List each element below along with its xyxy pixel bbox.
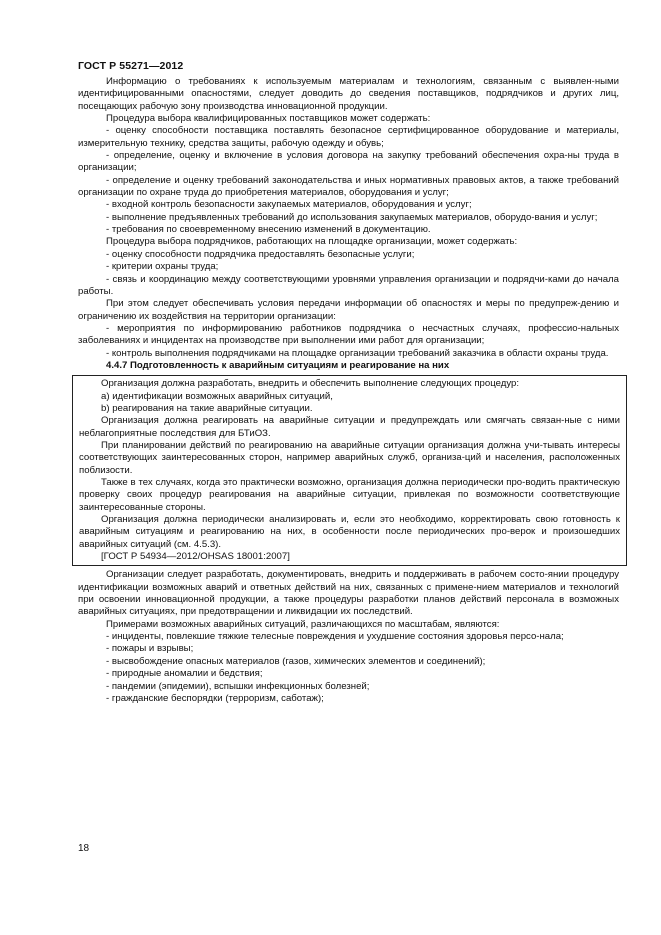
list-item: - выполнение предъявленных требований до использования закупаемых материалов, оборудо-вания и услуг; <box>106 211 598 223</box>
list-item: - определение и оценку требований законодательства и иных нормативных правовых актов, а также требований организации по охране труда до приобретения материалов, оборудования и услуг; <box>78 174 619 199</box>
list-item: - оценку способности подрядчика предоставлять безопасные услуги; <box>106 248 415 260</box>
box-list-item: b) реагирования на такие аварийные ситуации. <box>101 402 313 414</box>
list-item: - мероприятия по информированию работников подрядчика о несчастных случаях, профессио-нальных заболеваниях и инцидентах на производстве при выполнении ими работ для организации; <box>78 322 619 347</box>
paragraph: Примерами возможных аварийных ситуаций, различающихся по масштабам, являются: <box>106 618 500 630</box>
box-paragraph: Также в тех случаях, когда это практически возможно, организация должна периодически про-водить практическую проверку своих процедур реагирования на аварийные ситуации, привлекая по возможности соответствующие заинтересованные стороны. <box>79 477 620 513</box>
paragraph: Организации следует разработать, документировать, внедрить и поддерживать в рабочем состо-янии процедуру идентификации возможных аварий и ответных действий на них, связанных с примене-нием материалов и технологий при освоении инновационной продукции, а также процедуры разработки планов действий персонала в возможных аварийных ситуациях, при предотвращении и ликвидации их последствий. <box>78 569 619 618</box>
list-item: - определение, оценку и включение в условия договора на закупку требований обеспечения охра-ны труда в организации; <box>78 150 619 174</box>
box-paragraph: Организация должна реагировать на аварийные ситуации и предупреждать или смягчать связан-ные с ними неблагоприятные последствия для БТиОЗ. <box>79 415 620 439</box>
paragraph: Информацию о требованиях к используемым материалам и технологиям, связанным с выявлен-ными идентифицированными опасностями, следует доводить до сведения поставщиков, подрядчиков и других лиц, посещающих рабочую зону производства инновационной продукции. <box>78 76 619 112</box>
box-paragraph: Организация должна разработать, внедрить и обеспечить выполнение следующих процедур: <box>101 378 520 390</box>
list-item: - критерии охраны труда; <box>106 261 219 273</box>
quoted-requirements-box <box>72 375 627 566</box>
paragraph: Процедура выбора квалифицированных поставщиков может содержать: <box>106 113 431 125</box>
list-item: - контроль выполнения подрядчиками на площадке организации требований заказчика в области охраны труда. <box>106 347 609 359</box>
document-body <box>78 76 619 705</box>
list-item: - высвобождение опасных материалов (газов, химических элементов и соединений); <box>106 655 486 667</box>
section-title: 4.4.7 Подготовленность к аварийным ситуациям и реагирование на них <box>106 359 450 371</box>
list-item: - инциденты, повлекшие тяжкие телесные повреждения и ухудшение состояния здоровья персо-нала; <box>106 631 564 643</box>
list-item: - пожары и взрывы; <box>106 643 194 655</box>
list-item: - оценку способности поставщика поставлять безопасное сертифицированное оборудование и материалы, измерительную технику, средства защиты, рабочую одежду и обувь; <box>78 125 619 149</box>
list-item: - требования по своевременному внесению изменений в документацию. <box>106 224 431 236</box>
box-paragraph: При планировании действий по реагированию на аварийные ситуации организация должна учи-тывать интересы соответствующих заинтересованных сторон, например аварийных служб, организа-ций и населения, расположенных поблизости. <box>79 439 620 476</box>
list-item: - входной контроль безопасности закупаемых материалов, оборудования и услуг; <box>106 199 472 211</box>
paragraph: При этом следует обеспечивать условия передачи информации об опасностях и меры по предупреж-дению и ограничению их воздействия на территории организации: <box>78 298 619 322</box>
list-item: - природные аномалии и бедствия; <box>106 668 263 680</box>
standard-header: ГОСТ Р 55271—2012 <box>78 60 184 72</box>
list-item: - пандемии (эпидемии), вспышки инфекционных болезней; <box>106 680 370 692</box>
box-list-item: a) идентификации возможных аварийных ситуаций, <box>101 390 333 402</box>
page-number: 18 <box>78 843 90 854</box>
paragraph: Процедура выбора подрядчиков, работающих на площадке организации, может содержать: <box>106 236 518 248</box>
box-reference: [ГОСТ Р 54934—2012/OHSAS 18001:2007] <box>101 551 290 563</box>
list-item: - связь и координацию между соответствующими уровнями управления организации и подрядчи-ками до начала работы. <box>78 273 619 297</box>
box-paragraph: Организация должна периодически анализировать и, если это необходимо, корректировать свою готовность к аварийным ситуациям и реагированию на них, в особенности после периодических про-верок и произошедших аварийных ситуаций (см. 4.5.3). <box>79 514 620 550</box>
list-item: - гражданские беспорядки (терроризм, саботаж); <box>106 692 324 704</box>
